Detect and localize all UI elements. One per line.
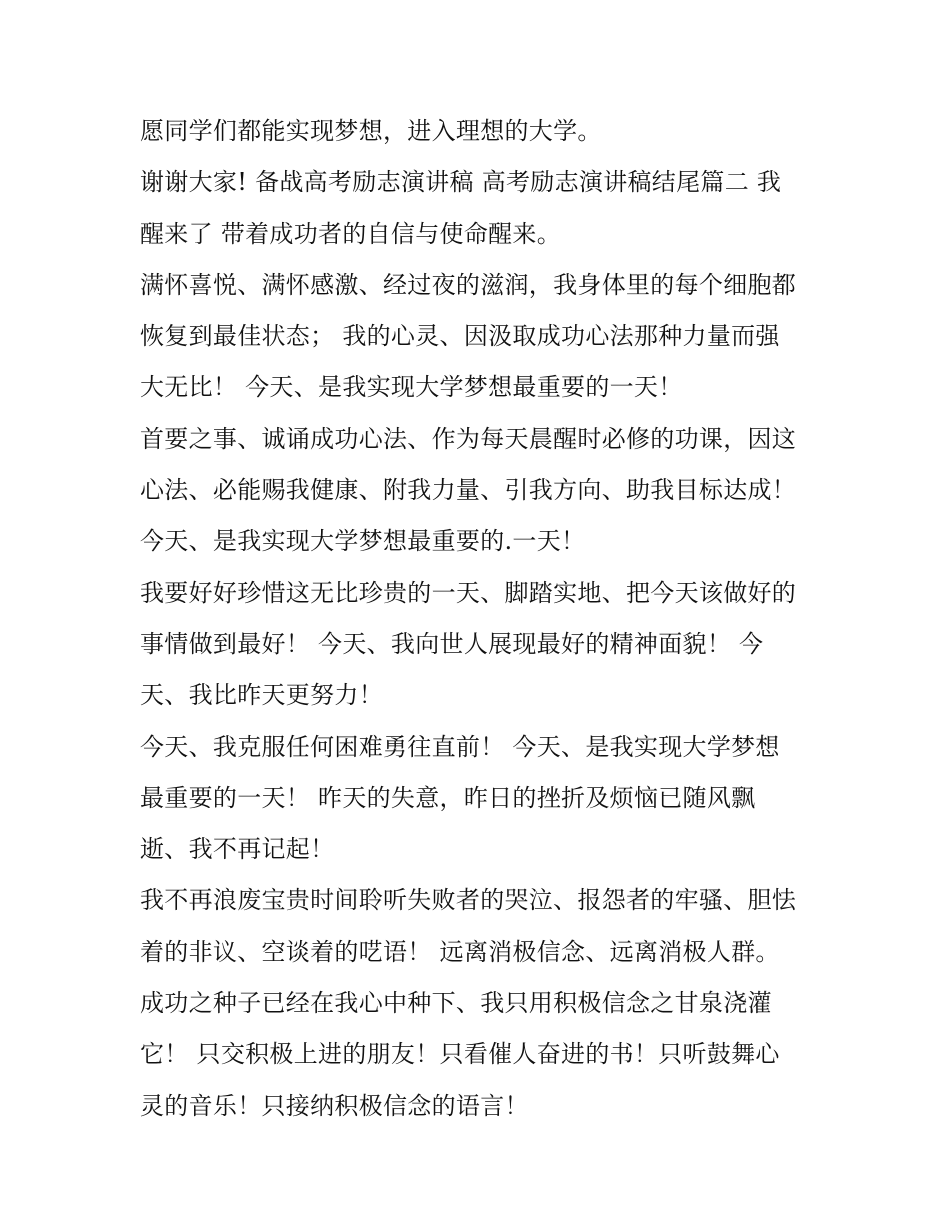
- text-line: 逝、我不再记起！: [140, 835, 335, 864]
- text-line: 今天、是我实现大学梦想最重要的.一天！: [140, 527, 586, 556]
- text-line: 满怀喜悦、满怀感激、经过夜的滋润，我身体里的每个细胞都: [140, 270, 797, 299]
- body-text: [140, 106, 830, 1132]
- text-line: 心法、必能赐我健康、附我力量、引我方向、助我目标达成！: [140, 476, 797, 505]
- text-line: 它！ 只交积极上进的朋友！只看催人奋进的书！只听鼓舞心: [140, 1040, 780, 1069]
- text-line: 着的非议、空谈着的呓语！ 远离消极信念、远离消极人群。: [140, 937, 780, 966]
- text-line: 我要好好珍惜这无比珍贵的一天、脚踏实地、把今天该做好的: [140, 578, 797, 607]
- text-line: 首要之事、诚诵成功心法、作为每天晨醒时必修的功课，因这: [140, 424, 797, 453]
- text-line: 大无比！ 今天、是我实现大学梦想最重要的一天！: [140, 373, 683, 402]
- text-line: 灵的音乐！只接纳积极信念的语言！: [140, 1091, 529, 1120]
- text-line: 愿同学们都能实现梦想，进入理想的大学。: [140, 117, 602, 145]
- text-line: 谢谢大家! 备战高考励志演讲稿 高考励志演讲稿结尾篇二 我: [140, 168, 782, 197]
- text-line: 今天、我克服任何困难勇往直前！ 今天、是我实现大学梦想: [140, 732, 780, 761]
- text-line: 成功之种子已经在我心中种下、我只用积极信念之甘泉浇灌: [140, 989, 772, 1018]
- text-line: 恢复到最佳状态； 我的心灵、因汲取成功心法那种力量而强: [140, 322, 780, 351]
- text-line: 天、我比昨天更努力！: [140, 681, 383, 710]
- text-line: 醒来了 带着成功者的自信与使命醒来。: [140, 219, 562, 248]
- text-line: 最重要的一天！ 昨天的失意，昨日的挫折及烦恼已随风飘: [140, 783, 756, 812]
- text-line: 我不再浪废宝贵时间聆听失败者的哭泣、报怨者的牢骚、胆怯: [140, 886, 797, 915]
- text-line: 事情做到最好！ 今天、我向世人展现最好的精神面貌！ 今: [140, 629, 764, 658]
